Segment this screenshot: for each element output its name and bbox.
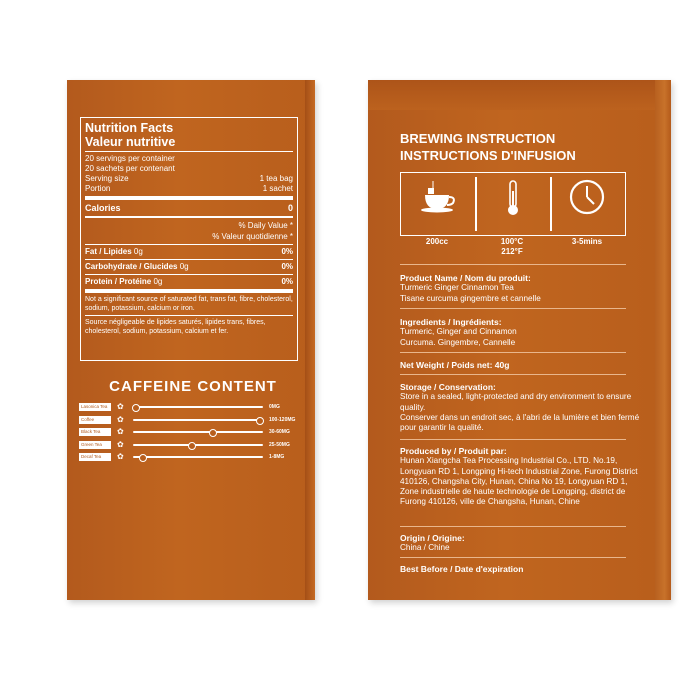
leaf-icon: ✿ (117, 452, 124, 461)
nutrition-title-fr: Valeur nutritive (85, 135, 176, 149)
divider (475, 177, 477, 231)
note-fr: Source négligeable de lipides saturés, lipides trans, fibres, cholesterol, sodium, potassium, calcium et fer. (85, 319, 266, 335)
best-before: Best Before / Date d'expiration (400, 564, 524, 574)
storage-fr: Conserver dans un endroit sec, à l'abri de la lumière et bien fermé pour garantir la qualité. (400, 412, 640, 433)
caffeine-level-track (133, 419, 263, 421)
divider (400, 352, 626, 353)
product-name-title: Product Name / Nom du produit: (400, 273, 531, 283)
volume-label: 200cc (425, 237, 449, 246)
divider (85, 315, 293, 316)
caffeine-row-label: Black Tea (79, 428, 111, 436)
caffeine-row (79, 453, 299, 463)
divider (400, 557, 626, 558)
caffeine-level-track (133, 444, 263, 446)
teacup-icon (419, 179, 459, 213)
nutrition-facts-table (80, 117, 298, 361)
caffeine-row-value: 100-120MG (269, 416, 296, 423)
clock-icon (569, 179, 605, 215)
brewing-title-en: BREWING INSTRUCTION (400, 131, 556, 146)
caffeine-level-track (133, 431, 263, 433)
leaf-icon: ✿ (117, 427, 124, 436)
origin-value: China / Chine (400, 543, 450, 553)
carb-label: Carbohydrate / Glucides (85, 262, 178, 271)
divider (400, 526, 626, 527)
serving-size-value: 1 tea bag (259, 174, 293, 183)
box-edge (655, 80, 671, 600)
temp-f-label: 212°F (501, 247, 523, 256)
caffeine-level-track (133, 456, 263, 458)
ingredients-en: Turmeric, Ginger and Cinnamon (400, 327, 517, 337)
divider (85, 244, 293, 245)
caffeine-row-label: Green Tea (79, 441, 111, 449)
divider (550, 177, 552, 231)
product-name-section (400, 273, 650, 304)
time-label: 3-5mins (571, 237, 603, 246)
divider (85, 274, 293, 275)
storage-title: Storage / Conservation: (400, 382, 496, 392)
portion-label: Portion (85, 184, 111, 193)
product-name-fr: Tisane curcuma gingembre et cannelle (400, 293, 541, 303)
caffeine-row-label: Lasonica Tea (79, 403, 111, 411)
brewing-icons-box (400, 172, 626, 236)
caffeine-row (79, 441, 299, 451)
origin-title: Origin / Origine: (400, 533, 465, 543)
storage-en: Store in a sealed, light-protected and dry environment to ensure quality. (400, 392, 632, 412)
protein-dv: 0% (281, 277, 293, 286)
calories-value: 0 (287, 203, 293, 213)
portion-value: 1 sachet (262, 184, 293, 193)
best-before-section (400, 564, 650, 574)
carb-amount: 0g (179, 262, 189, 271)
divider (85, 151, 293, 152)
thermometer-icon (503, 179, 523, 217)
servings-en: 20 servings per container (85, 154, 175, 163)
caffeine-row-label: Decaf Tea (79, 453, 111, 461)
caffeine-row-value: 30-60MG (269, 429, 290, 435)
divider (85, 216, 293, 218)
net-weight-section (400, 360, 650, 370)
carb-dv: 0% (281, 262, 293, 271)
divider (400, 308, 626, 309)
divider (85, 289, 293, 293)
caffeine-row-value: 25-50MG (269, 441, 290, 448)
caffeine-row-value: 1-8MG (269, 454, 285, 460)
divider (400, 374, 626, 375)
leaf-icon: ✿ (117, 402, 124, 411)
storage-section (400, 382, 640, 433)
producer-text: Hunan Xiangcha Tea Processing Industrial Co., LTD. No.19, Longyuan RD 1, Longping Hi-tech Industrial Zone, Furong District 410126, Changsha City, Hunan, China No 19, Longyuan RD 1, Zone industrielle de haute technologie de Longping, district de Furong 410126, ville de Changsha, Hunan, Chine (400, 456, 638, 507)
daily-value-en: % Daily Value * (238, 221, 293, 230)
ingredients-section (400, 317, 650, 348)
brewing-title (400, 130, 576, 164)
caffeine-row (79, 428, 299, 438)
serving-size-label: Serving size (85, 174, 129, 183)
fat-label: Fat / Lipides (85, 247, 132, 256)
ingredients-fr: Curcuma. Gingembre, Cannelle (400, 337, 516, 347)
caffeine-level-track (133, 406, 263, 408)
caffeine-title: CAFFEINE CONTENT (109, 378, 277, 395)
origin-section (400, 533, 650, 554)
leaf-icon: ✿ (117, 439, 124, 449)
divider (85, 196, 293, 200)
servings-fr: 20 sachets per contenant (85, 164, 175, 173)
producer-title: Produced by / Produit par: (400, 446, 507, 456)
producer-section (400, 446, 646, 508)
caffeine-row (79, 403, 299, 413)
caffeine-level-knob (256, 417, 264, 425)
box-edge (305, 80, 315, 600)
caffeine-row-value: 0MG (269, 404, 280, 410)
caffeine-level-knob (132, 404, 140, 412)
brewing-title-fr: INSTRUCTIONS D'INFUSION (400, 148, 576, 163)
note-en: Not a significant source of saturated fat, trans fat, fibre, cholesterol, sodium, potassium, calcium or iron. (85, 296, 293, 312)
product-name-en: Turmeric Ginger Cinnamon Tea (400, 283, 514, 293)
caffeine-row (79, 416, 299, 426)
fat-dv: 0% (281, 247, 293, 256)
caffeine-level-knob (139, 454, 147, 462)
leaf-icon: ✿ (117, 414, 124, 424)
box-top-band (368, 80, 671, 110)
divider (85, 259, 293, 260)
caffeine-level-knob (209, 429, 217, 437)
net-weight: Net Weight / Poids net: 40g (400, 360, 510, 370)
caffeine-level-knob (188, 442, 196, 450)
temp-c-label: 100°C (500, 237, 524, 246)
caffeine-row-label: Coffee (79, 416, 111, 424)
daily-value-fr: % Valeur quotidienne * (212, 232, 293, 241)
ingredients-title: Ingredients / Ingrédients: (400, 317, 502, 327)
protein-amount: 0g (153, 277, 163, 286)
divider (400, 264, 626, 265)
divider (400, 439, 626, 440)
calories-label: Calories (85, 203, 121, 213)
nutrition-title-en: Nutrition Facts (85, 121, 174, 135)
protein-label: Protein / Protéine (85, 277, 152, 286)
fat-amount: 0g (133, 247, 143, 256)
